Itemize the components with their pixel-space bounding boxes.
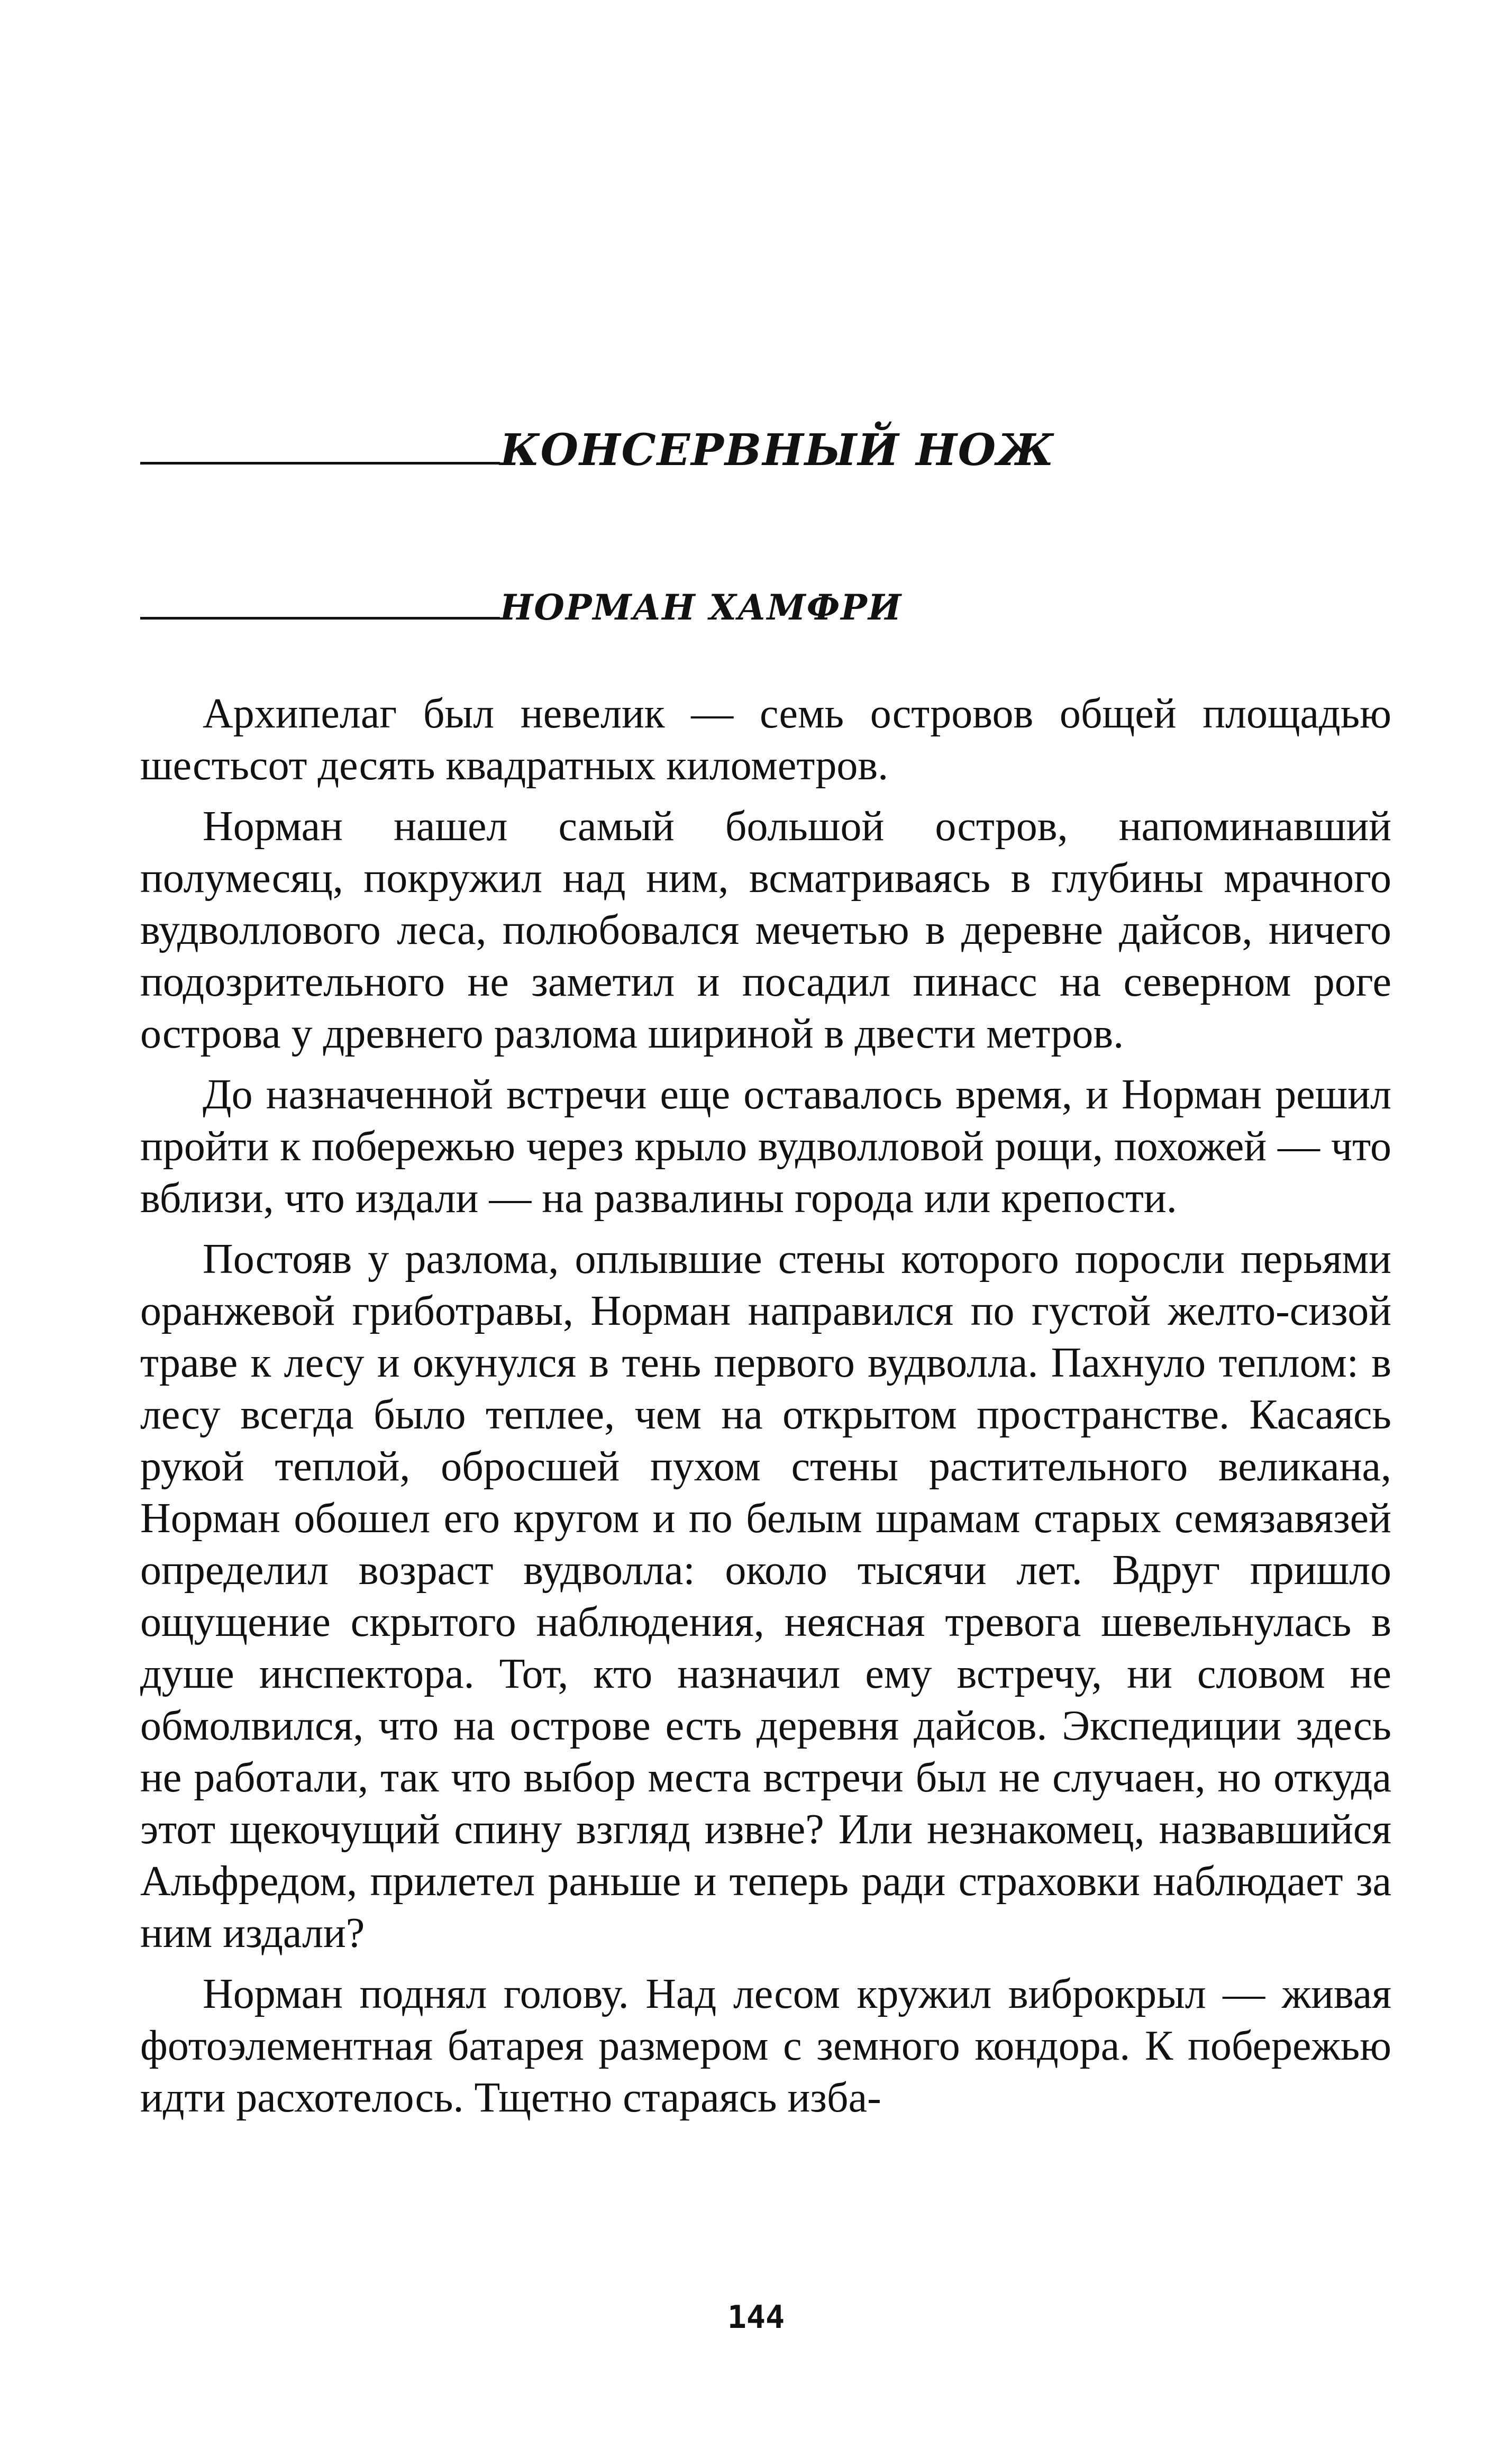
author-rule <box>140 617 500 620</box>
paragraph: Норман нашел самый большой остров, напоминавший полумесяц, покружил над ним, всматриваясь в глубины мрачного вудволлового леса, полюбовался мечетью в деревне дайсов, ничего подозрительного не заметил и посадил пинасс на северном роге острова у древнего разлома шириной в двести метров. <box>140 803 1391 1057</box>
story-body <box>140 688 1391 2133</box>
author-name: НОРМАН ХАМФРИ <box>500 587 903 628</box>
title-heading <box>140 425 1055 476</box>
story-title: КОНСЕРВНЫЙ НОЖ <box>500 425 1055 476</box>
title-rule <box>140 462 500 465</box>
author-heading <box>140 587 903 628</box>
paragraph: Норман поднял голову. Над лесом кружил виброкрыл — живая фотоэлементная батарея размером с земного кондора. К побережью идти расхотелось. Тщетно стараясь изба- <box>140 1971 1391 2121</box>
paragraph: Архипелаг был невелик — семь островов общей площадью шестьсот десять квадратных километров. <box>140 690 1391 789</box>
paragraph: Постояв у разлома, оплывшие стены которого поросли перьями оранжевой гриботравы, Норман направился по густой желто-сизой траве к лесу и окунулся в тень первого вудволла. Пахнуло теплом: в лесу всегда было теплее, чем на открытом пространстве. Касаясь рукой теплой, обросшей пухом стены растительного великана, Норман обошел его кругом и по белым шрамам старых семязавязей определил возраст вудволла: около тысячи лет. Вдруг пришло ощущение скрытого наблюдения, неясная тревога шевельнулась в душе инспектора. Тот, кто назначил ему встречу, ни словом не обмолвился, что на острове есть деревня дайсов. Экспедиции здесь не работали, так что выбор места встречи был не случаен, но откуда этот щекочущий спину взгляд извне? Или незнакомец, назвавшийся Альфредом, прилетел раньше и теперь ради страховки наблюдает за ним издали? <box>140 1236 1391 1957</box>
paragraph: До назначенной встречи еще оставалось время, и Норман решил пройти к побережью через крыло вудволловой рощи, похожей — что вблизи, что издали — на развалины города или крепости. <box>140 1071 1391 1222</box>
page-number: 144 <box>727 2299 785 2336</box>
